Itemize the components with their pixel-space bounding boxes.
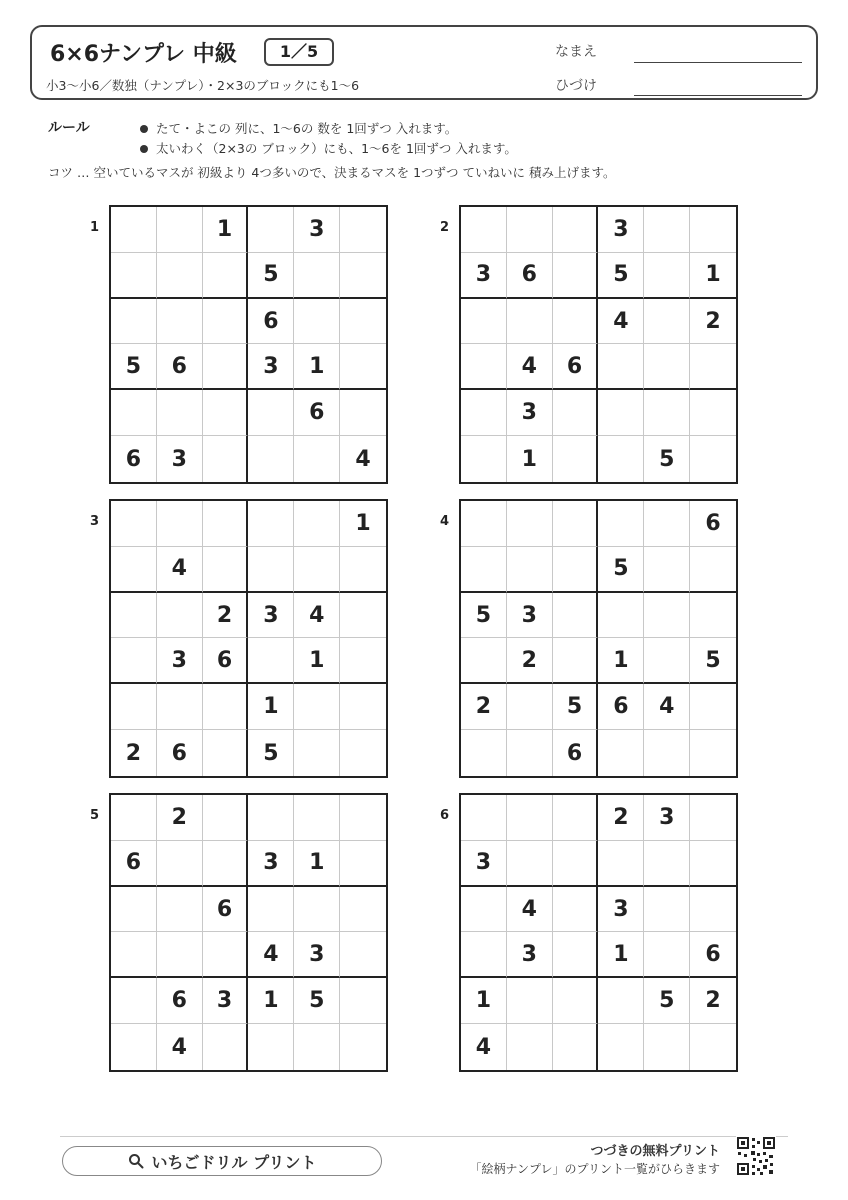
sudoku-cell[interactable] bbox=[203, 299, 249, 345]
sudoku-cell[interactable]: 5 bbox=[461, 593, 507, 639]
sudoku-cell[interactable] bbox=[598, 390, 644, 436]
sudoku-cell[interactable] bbox=[203, 436, 249, 482]
sudoku-cell[interactable] bbox=[248, 547, 294, 593]
sudoku-cell[interactable] bbox=[553, 501, 599, 547]
name-line[interactable] bbox=[634, 62, 802, 63]
sudoku-cell[interactable]: 6 bbox=[203, 887, 249, 933]
sudoku-cell[interactable] bbox=[644, 841, 690, 887]
sudoku-cell[interactable]: 5 bbox=[644, 978, 690, 1024]
sudoku-cell[interactable] bbox=[690, 547, 736, 593]
sudoku-cell[interactable]: 5 bbox=[553, 684, 599, 730]
sudoku-cell[interactable] bbox=[203, 547, 249, 593]
sudoku-cell[interactable]: 5 bbox=[598, 547, 644, 593]
sudoku-cell[interactable]: 6 bbox=[553, 730, 599, 776]
sudoku-cell[interactable] bbox=[507, 978, 553, 1024]
sudoku-cell[interactable]: 3 bbox=[507, 932, 553, 978]
sudoku-cell[interactable] bbox=[644, 547, 690, 593]
sudoku-cell[interactable]: 3 bbox=[507, 593, 553, 639]
sudoku-cell[interactable] bbox=[203, 841, 249, 887]
sudoku-cell[interactable]: 1 bbox=[340, 501, 386, 547]
tip-text: コツ … 空いているマスが 初級より 4つ多いので、決まるマスを 1つずつ ていねいに 積み上げます。 bbox=[48, 165, 616, 180]
sudoku-cell[interactable]: 5 bbox=[644, 436, 690, 482]
sudoku-cell[interactable] bbox=[111, 207, 157, 253]
sudoku-cell[interactable]: 1 bbox=[248, 684, 294, 730]
sudoku-cell[interactable] bbox=[553, 207, 599, 253]
search-icon bbox=[128, 1153, 144, 1169]
bullet-icon bbox=[140, 125, 148, 133]
sudoku-cell[interactable] bbox=[340, 932, 386, 978]
sudoku-cell[interactable] bbox=[203, 730, 249, 776]
sudoku-cell[interactable]: 4 bbox=[598, 299, 644, 345]
puzzle-number-5: 5 bbox=[90, 808, 100, 823]
sudoku-cell[interactable] bbox=[461, 887, 507, 933]
sudoku-cell[interactable] bbox=[690, 593, 736, 639]
sudoku-cell[interactable]: 6 bbox=[598, 684, 644, 730]
sudoku-cell[interactable]: 2 bbox=[157, 795, 203, 841]
sudoku-cell[interactable] bbox=[340, 638, 386, 684]
qr-code-icon[interactable] bbox=[736, 1136, 776, 1176]
sudoku-cell[interactable] bbox=[690, 684, 736, 730]
sudoku-cell[interactable] bbox=[690, 390, 736, 436]
sudoku-cell[interactable] bbox=[157, 207, 203, 253]
date-line[interactable] bbox=[634, 95, 802, 96]
sudoku-cell[interactable] bbox=[111, 390, 157, 436]
sudoku-cell[interactable] bbox=[157, 684, 203, 730]
sudoku-cell[interactable] bbox=[294, 501, 340, 547]
sudoku-cell[interactable] bbox=[340, 390, 386, 436]
date-label: ひづけ bbox=[555, 78, 597, 94]
sudoku-cell[interactable] bbox=[203, 501, 249, 547]
sudoku-cell[interactable]: 1 bbox=[294, 638, 340, 684]
search-text: いちごドリル プリント bbox=[151, 1152, 317, 1172]
sudoku-cell[interactable] bbox=[157, 299, 203, 345]
sudoku-cell[interactable] bbox=[248, 795, 294, 841]
sudoku-cell[interactable] bbox=[340, 593, 386, 639]
sudoku-cell[interactable] bbox=[461, 932, 507, 978]
sudoku-cell[interactable] bbox=[507, 299, 553, 345]
sudoku-cell[interactable] bbox=[111, 638, 157, 684]
sudoku-cell[interactable]: 3 bbox=[598, 887, 644, 933]
sudoku-cell[interactable] bbox=[461, 207, 507, 253]
sudoku-cell[interactable] bbox=[507, 1024, 553, 1070]
sudoku-cell[interactable] bbox=[461, 344, 507, 390]
sudoku-cell[interactable] bbox=[644, 887, 690, 933]
sudoku-cell[interactable] bbox=[553, 593, 599, 639]
sudoku-cell[interactable]: 6 bbox=[294, 390, 340, 436]
next-print-description: 「絵柄ナンプレ」のプリント一覧がひらきます bbox=[469, 1162, 720, 1176]
sudoku-cell[interactable] bbox=[507, 207, 553, 253]
puzzle-number-6: 6 bbox=[440, 808, 450, 823]
sudoku-cell[interactable] bbox=[340, 1024, 386, 1070]
sudoku-cell[interactable] bbox=[644, 638, 690, 684]
sudoku-cell[interactable] bbox=[294, 887, 340, 933]
sudoku-cell[interactable] bbox=[203, 253, 249, 299]
sudoku-cell[interactable]: 6 bbox=[507, 253, 553, 299]
sudoku-cell[interactable]: 2 bbox=[461, 684, 507, 730]
sudoku-cell[interactable]: 3 bbox=[294, 207, 340, 253]
sudoku-cell[interactable] bbox=[111, 299, 157, 345]
sudoku-cell[interactable] bbox=[294, 1024, 340, 1070]
sudoku-cell[interactable] bbox=[248, 501, 294, 547]
sudoku-cell[interactable] bbox=[553, 253, 599, 299]
sudoku-cell[interactable] bbox=[553, 795, 599, 841]
sudoku-cell[interactable]: 3 bbox=[203, 978, 249, 1024]
rule-text-1: たて・よこの 列に、1〜6の 数を 1回ずつ 入れます。 bbox=[156, 121, 458, 136]
sudoku-cell[interactable]: 2 bbox=[690, 978, 736, 1024]
worksheet-subtitle: 小3〜小6／数独（ナンプレ）・2×3のブロックにも1〜6 bbox=[46, 78, 360, 93]
sudoku-cell[interactable]: 4 bbox=[507, 887, 553, 933]
sudoku-cell[interactable]: 3 bbox=[461, 841, 507, 887]
sudoku-cell[interactable]: 6 bbox=[111, 841, 157, 887]
sudoku-cell[interactable] bbox=[690, 1024, 736, 1070]
sudoku-cell[interactable] bbox=[553, 547, 599, 593]
sudoku-cell[interactable] bbox=[598, 344, 644, 390]
sudoku-cell[interactable]: 4 bbox=[507, 344, 553, 390]
sudoku-cell[interactable] bbox=[203, 932, 249, 978]
sudoku-cell[interactable]: 2 bbox=[203, 593, 249, 639]
sudoku-cell[interactable] bbox=[644, 501, 690, 547]
sudoku-cell[interactable] bbox=[644, 344, 690, 390]
sudoku-cell[interactable] bbox=[461, 795, 507, 841]
sudoku-cell[interactable]: 3 bbox=[294, 932, 340, 978]
sudoku-cell[interactable]: 3 bbox=[248, 344, 294, 390]
sudoku-cell[interactable]: 4 bbox=[355, 446, 371, 472]
sudoku-cell[interactable]: 3 bbox=[598, 207, 644, 253]
sudoku-cell[interactable]: 5 bbox=[294, 978, 340, 1024]
next-print-label: つづきの無料プリント bbox=[590, 1144, 720, 1159]
sudoku-cell[interactable] bbox=[157, 253, 203, 299]
sudoku-cell[interactable] bbox=[553, 1024, 599, 1070]
sudoku-cell[interactable]: 4 bbox=[644, 684, 690, 730]
sudoku-cell[interactable] bbox=[598, 730, 644, 776]
sudoku-cell[interactable] bbox=[294, 684, 340, 730]
sudoku-cell[interactable] bbox=[507, 730, 553, 776]
header-box bbox=[30, 25, 818, 100]
sudoku-cell[interactable] bbox=[248, 638, 294, 684]
sudoku-cell[interactable] bbox=[644, 932, 690, 978]
rule-item-1 bbox=[140, 119, 457, 137]
sudoku-cell[interactable] bbox=[690, 887, 736, 933]
sudoku-cell[interactable] bbox=[340, 887, 386, 933]
sudoku-cell[interactable] bbox=[248, 1024, 294, 1070]
puzzle-number-2: 2 bbox=[440, 220, 450, 235]
sudoku-cell[interactable]: 6 bbox=[157, 344, 203, 390]
sudoku-cell[interactable] bbox=[340, 684, 386, 730]
sudoku-cell[interactable]: 6 bbox=[157, 978, 203, 1024]
sudoku-cell[interactable] bbox=[690, 795, 736, 841]
sudoku-cell[interactable] bbox=[111, 547, 157, 593]
sudoku-cell[interactable] bbox=[111, 684, 157, 730]
sudoku-cell[interactable]: 3 bbox=[461, 253, 507, 299]
sudoku-cell[interactable]: 5 bbox=[598, 253, 644, 299]
sudoku-cell[interactable]: 6 bbox=[690, 501, 736, 547]
bullet-icon bbox=[140, 145, 148, 153]
sudoku-cell[interactable] bbox=[690, 436, 736, 482]
sudoku-cell[interactable] bbox=[553, 436, 599, 482]
sudoku-cell[interactable] bbox=[248, 887, 294, 933]
sudoku-cell[interactable]: 6 bbox=[203, 638, 249, 684]
sudoku-cell[interactable]: 2 bbox=[598, 795, 644, 841]
page-badge: 1／5 bbox=[264, 38, 334, 66]
sudoku-cell[interactable] bbox=[598, 593, 644, 639]
sudoku-cell[interactable]: 6 bbox=[248, 299, 294, 345]
puzzle-grid-5 bbox=[109, 793, 388, 1072]
sudoku-cell[interactable] bbox=[157, 593, 203, 639]
sudoku-cell[interactable] bbox=[461, 436, 507, 482]
sudoku-cell[interactable]: 6 bbox=[553, 344, 599, 390]
sudoku-cell[interactable] bbox=[203, 795, 249, 841]
sudoku-cell[interactable] bbox=[553, 299, 599, 345]
sudoku-cell[interactable] bbox=[461, 730, 507, 776]
sudoku-cell[interactable] bbox=[111, 978, 157, 1024]
sudoku-cell[interactable] bbox=[294, 299, 340, 345]
sudoku-cell[interactable] bbox=[598, 501, 644, 547]
sudoku-cell[interactable] bbox=[340, 978, 386, 1024]
sudoku-cell[interactable] bbox=[340, 253, 386, 299]
sudoku-cell[interactable] bbox=[340, 841, 386, 887]
sudoku-cell[interactable] bbox=[553, 638, 599, 684]
rule-text-2: 太いわく（2×3の ブロック）にも、1〜6を 1回ずつ 入れます。 bbox=[156, 141, 517, 156]
sudoku-cell[interactable] bbox=[294, 436, 340, 482]
sudoku-cell[interactable] bbox=[294, 253, 340, 299]
sudoku-cell[interactable] bbox=[111, 932, 157, 978]
sudoku-cell[interactable] bbox=[157, 390, 203, 436]
sudoku-cell[interactable]: 5 bbox=[111, 344, 157, 390]
sudoku-cell[interactable] bbox=[340, 207, 386, 253]
sudoku-cell[interactable] bbox=[461, 638, 507, 684]
sudoku-cell[interactable] bbox=[507, 684, 553, 730]
sudoku-cell[interactable]: 4 bbox=[461, 1024, 507, 1070]
sudoku-cell[interactable] bbox=[157, 501, 203, 547]
sudoku-cell[interactable] bbox=[690, 207, 736, 253]
sudoku-cell[interactable] bbox=[248, 390, 294, 436]
rule-item-2 bbox=[140, 139, 517, 157]
sudoku-cell[interactable]: 3 bbox=[157, 638, 203, 684]
puzzle-grid-1 bbox=[109, 205, 388, 484]
puzzle-grid-3 bbox=[109, 499, 388, 778]
sudoku-cell[interactable] bbox=[111, 887, 157, 933]
sudoku-cell[interactable]: 1 bbox=[598, 638, 644, 684]
sudoku-cell[interactable]: 3 bbox=[248, 841, 294, 887]
sudoku-cell[interactable] bbox=[248, 436, 294, 482]
puzzle-grid-4 bbox=[459, 499, 738, 778]
sudoku-cell[interactable]: 6 bbox=[690, 932, 736, 978]
sudoku-cell[interactable] bbox=[203, 1024, 249, 1070]
sudoku-cell[interactable] bbox=[553, 978, 599, 1024]
sudoku-cell[interactable]: 3 bbox=[157, 436, 203, 482]
sudoku-cell[interactable]: 4 bbox=[157, 1024, 203, 1070]
sudoku-cell[interactable] bbox=[644, 207, 690, 253]
sudoku-cell[interactable] bbox=[111, 795, 157, 841]
sudoku-cell[interactable] bbox=[461, 390, 507, 436]
sudoku-cell[interactable]: 1 bbox=[294, 841, 340, 887]
sudoku-cell[interactable] bbox=[553, 932, 599, 978]
puzzle-grid-6 bbox=[459, 793, 738, 1072]
name-label: なまえ bbox=[555, 44, 597, 60]
sudoku-cell[interactable] bbox=[690, 344, 736, 390]
sudoku-cell[interactable]: 2 bbox=[507, 638, 553, 684]
sudoku-cell[interactable]: 3 bbox=[248, 593, 294, 639]
sudoku-cell[interactable]: 1 bbox=[507, 436, 553, 482]
sudoku-cell[interactable] bbox=[461, 299, 507, 345]
sudoku-cell[interactable]: 6 bbox=[111, 436, 157, 482]
sudoku-cell[interactable]: 5 bbox=[248, 730, 294, 776]
sudoku-cell[interactable] bbox=[461, 501, 507, 547]
sudoku-cell[interactable]: 5 bbox=[248, 253, 294, 299]
sudoku-cell[interactable]: 4 bbox=[294, 593, 340, 639]
sudoku-cell[interactable] bbox=[644, 593, 690, 639]
sudoku-cell[interactable] bbox=[644, 730, 690, 776]
sudoku-cell[interactable]: 1 bbox=[203, 207, 249, 253]
sudoku-cell[interactable] bbox=[598, 978, 644, 1024]
puzzle-number-3: 3 bbox=[90, 514, 100, 529]
puzzle-number-1: 1 bbox=[90, 220, 100, 235]
sudoku-cell[interactable] bbox=[690, 841, 736, 887]
sudoku-cell[interactable]: 4 bbox=[248, 932, 294, 978]
sudoku-cell[interactable] bbox=[644, 299, 690, 345]
sudoku-cell[interactable]: 1 bbox=[690, 253, 736, 299]
sudoku-cell[interactable] bbox=[203, 344, 249, 390]
sudoku-cell[interactable] bbox=[203, 390, 249, 436]
sudoku-cell[interactable] bbox=[507, 547, 553, 593]
sudoku-cell[interactable]: 3 bbox=[644, 795, 690, 841]
footer-divider bbox=[60, 1136, 788, 1137]
sudoku-cell[interactable]: 1 bbox=[461, 978, 507, 1024]
sudoku-cell[interactable] bbox=[157, 887, 203, 933]
sudoku-cell[interactable] bbox=[598, 436, 644, 482]
worksheet-title: 6×6ナンプレ 中級 bbox=[50, 42, 237, 67]
sudoku-cell[interactable] bbox=[598, 841, 644, 887]
sudoku-cell[interactable] bbox=[644, 390, 690, 436]
sudoku-cell[interactable]: 2 bbox=[111, 730, 157, 776]
sudoku-cell[interactable] bbox=[111, 593, 157, 639]
sudoku-cell[interactable] bbox=[644, 253, 690, 299]
rules-heading: ルール bbox=[48, 120, 90, 136]
sudoku-cell[interactable] bbox=[340, 299, 386, 345]
sudoku-cell[interactable]: 1 bbox=[248, 978, 294, 1024]
sudoku-cell[interactable] bbox=[553, 887, 599, 933]
sudoku-cell[interactable] bbox=[644, 1024, 690, 1070]
sudoku-cell[interactable] bbox=[248, 207, 294, 253]
sudoku-cell[interactable]: 1 bbox=[294, 344, 340, 390]
sudoku-cell[interactable] bbox=[294, 795, 340, 841]
puzzle-number-4: 4 bbox=[440, 514, 450, 529]
sudoku-cell[interactable] bbox=[461, 547, 507, 593]
sudoku-cell[interactable] bbox=[111, 253, 157, 299]
sudoku-cell[interactable] bbox=[507, 795, 553, 841]
sudoku-cell[interactable] bbox=[553, 841, 599, 887]
sudoku-cell[interactable] bbox=[203, 684, 249, 730]
sudoku-cell[interactable] bbox=[553, 390, 599, 436]
puzzle-grid-2 bbox=[459, 205, 738, 484]
sudoku-cell[interactable] bbox=[340, 344, 386, 390]
sudoku-cell[interactable]: 3 bbox=[507, 390, 553, 436]
sudoku-cell[interactable] bbox=[340, 795, 386, 841]
sudoku-cell[interactable] bbox=[507, 501, 553, 547]
sudoku-cell[interactable] bbox=[294, 547, 340, 593]
sudoku-cell[interactable] bbox=[690, 730, 736, 776]
sudoku-cell[interactable] bbox=[340, 547, 386, 593]
sudoku-cell[interactable]: 2 bbox=[690, 299, 736, 345]
sudoku-cell[interactable] bbox=[157, 841, 203, 887]
sudoku-cell[interactable]: 1 bbox=[598, 932, 644, 978]
sudoku-cell[interactable]: 4 bbox=[157, 547, 203, 593]
sudoku-cell[interactable]: 6 bbox=[157, 730, 203, 776]
sudoku-cell[interactable] bbox=[157, 932, 203, 978]
sudoku-cell[interactable]: 5 bbox=[690, 638, 736, 684]
sudoku-cell[interactable] bbox=[598, 1024, 644, 1070]
sudoku-cell[interactable] bbox=[340, 730, 386, 776]
sudoku-cell[interactable] bbox=[507, 841, 553, 887]
search-box[interactable] bbox=[62, 1146, 382, 1176]
sudoku-cell[interactable] bbox=[111, 501, 157, 547]
sudoku-cell[interactable] bbox=[111, 1024, 157, 1070]
sudoku-cell[interactable] bbox=[294, 730, 340, 776]
